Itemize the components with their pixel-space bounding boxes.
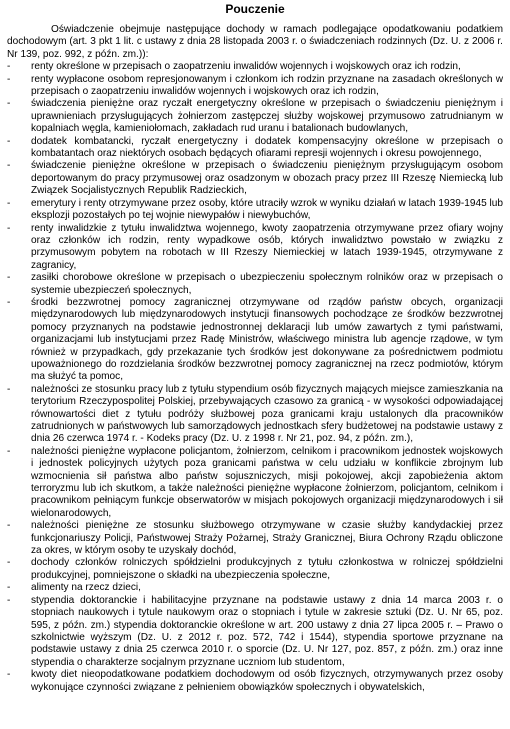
- list-item-text: renty określone w przepisach o zaopatrzeniu inwalidów wojennych i wojskowych oraz ich rodzin,: [31, 61, 461, 73]
- list-item: [7, 520, 503, 557]
- dash-bullet: -: [7, 582, 11, 594]
- dash-bullet: -: [7, 222, 11, 234]
- list-item: [7, 198, 503, 223]
- dash-bullet: -: [7, 383, 11, 395]
- list-item: [7, 272, 503, 297]
- intro-paragraph: Oświadczenie obejmuje następujące dochody w ramach podlegające opodatkowaniu podatkiem dochodowym (art. 3 pkt 1 lit. c ustawy z dnia 28 listopada 2003 r. o świadczeniach rodzinnych (Dz. U. z 2006 r. Nr 139, poz. 992, z późn. zm.)):: [7, 24, 503, 60]
- list-item-text: kwoty diet nieopodatkowane podatkiem dochodowym od osób fizycznych, otrzymywanych przez osoby wykonujące czynności związane z pełnieniem obowiązków społecznych i obywatelskich,: [31, 669, 503, 693]
- list-item: [7, 384, 503, 446]
- dash-bullet: -: [7, 73, 11, 85]
- list-item-text: renty inwalidzkie z tytułu inwalidztwa wojennego, kwoty zaopatrzenia otrzymywane przez ofiary wojny oraz członków ich rodzin, renty wypadkowe osób, których inwalidztwo powstało w związku z przymusowym pobytem na robotach w III Rzeszy Niemieckiej w latach 1939-1945, otrzymywane z zagranicy,: [31, 222, 503, 271]
- list-item-text: należności pieniężne wypłacone policjantom, żołnierzom, celnikom i pracownikom jednostek wojskowych i jednostek policyjnych użytych poza granicami państwa w celu udziału w konflikcie zbrojnym lub wzmocnienia sił państwa albo państw sojuszniczych, misji pokojowej, akcji zapobieżenia aktom terroryzmu lub ich skutkom, a także należności pieniężne wypłacone żołnierzom, policjantom, celnikom i pracownikom pełniącym funkcje obserwatorów w misjach pokojowych organizacji międzynarodowych i sił wielonarodowych,: [31, 445, 503, 519]
- list-item-text: emerytury i renty otrzymywane przez osoby, które utraciły wzrok w wyniku działań w latach 1939-1945 lub eksplozji pozostałych po tej wojnie niewypałów i niewybuchów,: [31, 197, 503, 222]
- dash-bullet: -: [7, 272, 11, 284]
- dash-bullet: -: [7, 557, 11, 569]
- list-item: [7, 669, 503, 694]
- list-item: [7, 595, 503, 669]
- list-item-text: należności ze stosunku pracy lub z tytułu stypendium osób fizycznych mających miejsce zamieszkania na terytorium Rzeczypospolitej Polskiej, przebywających czasowo za granicą - w wysokości odpowiadającej równowartości diet z tytułu podróży służbowej poza granicami kraju ustalonych dla pracowników zatrudnionych w państwowych lub samorządowych jednostkach sfery budżetowej na podstawie ustawy z dnia 26 czerwca 1974 r. - Kodeks pracy (Dz. U. z 1998 r. Nr 21, poz. 94, z późn. zm.),: [31, 383, 503, 445]
- list-item: [7, 446, 503, 520]
- dash-bullet: -: [7, 197, 11, 209]
- page-title: Pouczenie: [225, 2, 285, 16]
- dash-bullet: -: [7, 669, 11, 681]
- list-item: [7, 223, 503, 273]
- list-item: [7, 61, 503, 73]
- list-item: [7, 74, 503, 99]
- list-item-text: alimenty na rzecz dzieci,: [31, 582, 141, 594]
- list-item-text: dodatek kombatancki, ryczałt energetyczny i dodatek kompensacyjny określone w przepisach o kombatantach oraz niektórych osobach będących ofiarami represji wojennych i okresu powojennego,: [31, 135, 503, 160]
- dash-bullet: -: [7, 135, 11, 147]
- list-item-text: renty wypłacone osobom represjonowanym i członkom ich rodzin przyznane na zasadach określonych w przepisach o zaopatrzeniu inwalidów wojennych i wojskowych oraz ich rodzin,: [31, 73, 503, 98]
- list-item: [7, 98, 503, 135]
- dash-bullet: -: [7, 61, 11, 73]
- list-item: [7, 160, 503, 197]
- list-item-text: stypendia doktoranckie i habilitacyjne przyznane na podstawie ustawy z dnia 14 marca 2003 r. o stopniach naukowych i tytule naukowym oraz o stopniach i tytule w zakresie sztuki (Dz. U. Nr 65, poz. 595, z późn. zm.) stypendia doktoranckie określone w art. 200 ustawy z dnia 27 lipca 2005 r. – Prawo o szkolnictwie wyższym (Dz. U. z 2012 r. poz. 572, 742 i 1544), stypendia sportowe przyznane na podstawie ustawy z dnia 25 czerwca 2010 r. o sporcie (Dz. U. Nr 127, poz. 857, z późn. zm.) oraz inne stypendia o charakterze socjalnym przyznane uczniom lub studentom,: [31, 594, 503, 668]
- list-item-text: dochody członków rolniczych spółdzielni produkcyjnych z tytułu członkostwa w rolniczej spółdzielni produkcyjnej, pomniejszone o składki na ubezpieczenia społeczne,: [31, 557, 503, 581]
- dash-bullet: -: [7, 594, 11, 606]
- list-item: [7, 297, 503, 384]
- dash-bullet: -: [7, 296, 11, 308]
- dash-bullet: -: [7, 160, 11, 172]
- dash-bullet: -: [7, 520, 11, 532]
- list-item-text: świadczenia pieniężne oraz ryczałt energetyczny określone w przepisach o świadczeniu pieniężnym i uprawnieniach przysługujących żołnierzom zastępczej służby wojskowej przymusowo zatrudnianym w kopalniach węgla, kamieniołomach, zakładach rud uranu i batalionach budowlanych,: [31, 98, 503, 135]
- list-item: [7, 136, 503, 161]
- income-list: [7, 61, 503, 694]
- dash-bullet: -: [7, 445, 11, 457]
- list-item-text: środki bezzwrotnej pomocy zagranicznej otrzymywane od rządów państw obcych, organizacji międzynarodowych lub międzynarodowych instytucji finansowych pochodzące ze środków bezzwrotnej pomocy przyznanych na podstawie jednostronnej deklaracji lub umów zawartych z tymi państwami, organizacjami lub instytucjami przez Radę Ministrów, właściwego ministra lub agencje rządowe, w tym również w przypadkach, gdy przekazanie tych środków jest dokonywane za pośrednictwem podmiotu upoważnionego do rozdzielania środków bezzwrotnej pomocy zagranicznej na rzecz podmiotów, którym ma służyć ta pomoc,: [31, 296, 503, 383]
- list-item-text: świadczenie pieniężne określone w przepisach o świadczeniu pieniężnym przysługującym osobom deportowanym do pracy przymusowej oraz osadzonym w obozach pracy przez III Rzeszę Niemiecką lub Związek Socjalistycznych Republik Radzieckich,: [31, 160, 503, 197]
- list-item: [7, 582, 503, 594]
- list-item-text: zasiłki chorobowe określone w przepisach o ubezpieczeniu społecznym rolników oraz w przepisach o systemie ubezpieczeń społecznych,: [31, 272, 503, 296]
- list-item-text: należności pieniężne ze stosunku służbowego otrzymywane w czasie służby kandydackiej przez funkcjonariuszy Policji, Państwowej Straży Pożarnej, Straży Granicznej, Biura Ochrony Rządu obliczone za okres, w którym osoby te uzyskały dochód,: [31, 520, 503, 557]
- list-item: [7, 557, 503, 582]
- dash-bullet: -: [7, 98, 11, 110]
